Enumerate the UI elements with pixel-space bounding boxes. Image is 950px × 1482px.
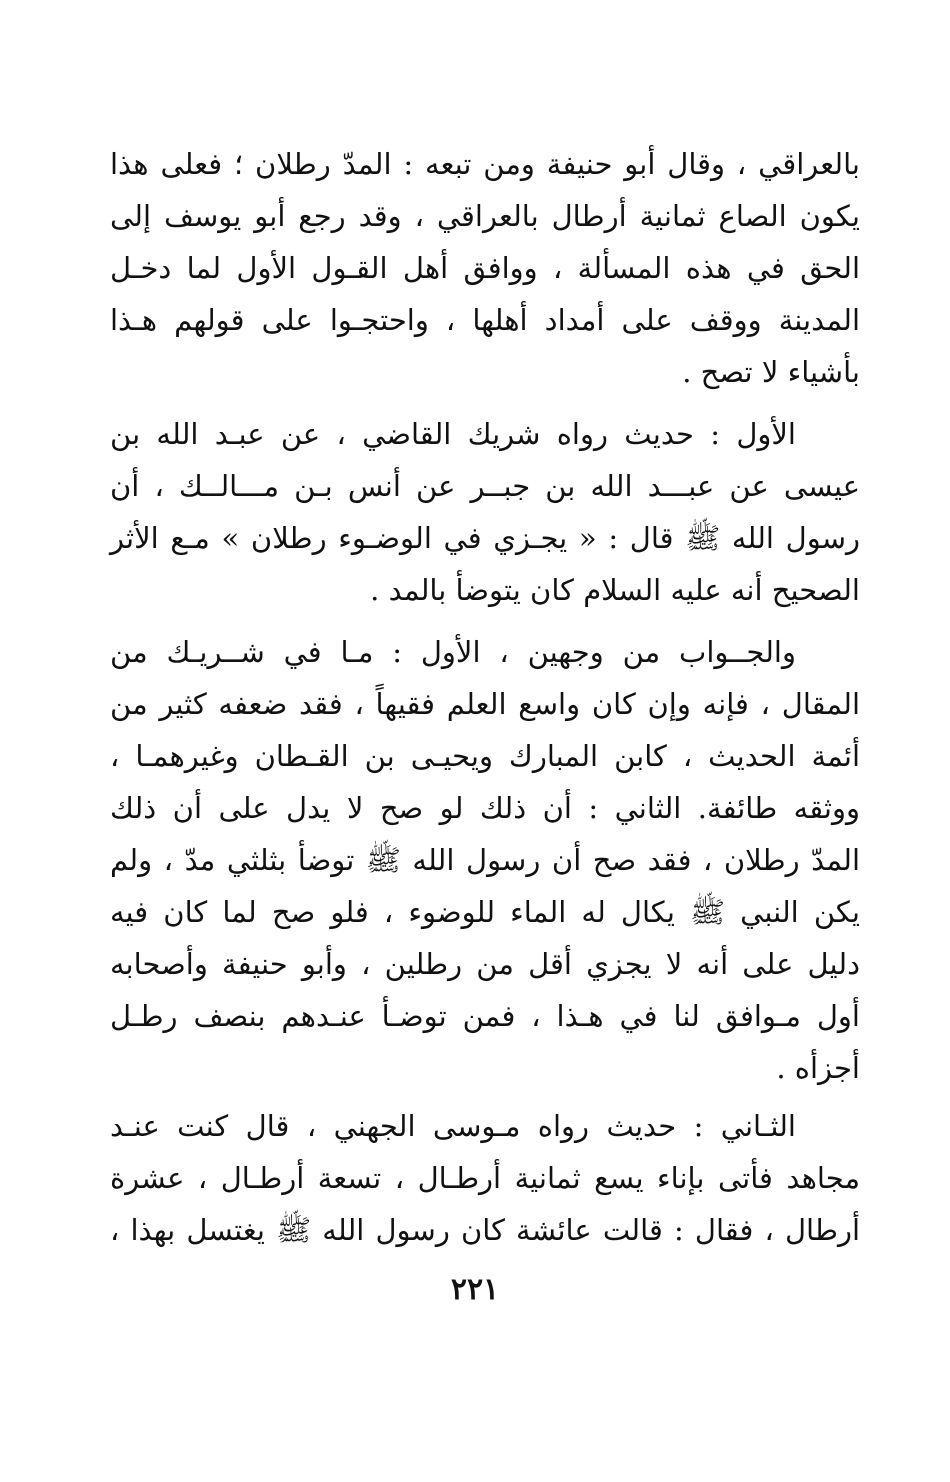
text-line: الحق في هذه المسألة ، ووافق أهل القـول الأول لما دخـل (110, 251, 860, 285)
paragraph-1 (110, 138, 860, 398)
text-line: الأول : حديث رواه شريك القاضي ، عن عبـد الله بن (110, 417, 796, 451)
text-line: المدّ رطلان ، فقد صح أن رسول الله ﷺ توضأ بثلثي مدّ ، ولم (110, 843, 860, 877)
text-line: الثـاني : حديث رواه مـوسى الجهني ، قال كنت عنـد (110, 1109, 796, 1143)
text-line: رسول الله ﷺ قال : « يجـزي في الوضـوء رطلان » مـع الأثر (110, 521, 860, 555)
text-line: أول مـوافق لنا في هـذا ، فمن توضـأ عنـدهم بنصف رطـل (110, 999, 860, 1033)
text-line: مجاهد فأتى بإناء يسع ثمانية أرطـال ، تسعة أرطـال ، عشرة (110, 1161, 860, 1195)
text-line: يكن النبي ﷺ يكال له الماء للوضوء ، فلو صح لما كان فيه (110, 895, 860, 929)
text-line: أئمة الحديث ، كابن المبارك ويحيـى بن القـطان وغيرهمـا ، (110, 739, 860, 773)
text-line: أرطال ، فقال : قالت عائشة كان رسول الله ﷺ يغتسل بهذا ، (110, 1213, 860, 1247)
text-line: أجزأه . (776, 1051, 860, 1085)
paragraph-2 (110, 408, 860, 616)
text-line: يكون الصاع ثمانية أرطال بالعراقي ، وقد رجع أبو يوسف إلى (110, 199, 860, 233)
text-line: بأشياء لا تصح . (682, 355, 860, 389)
text-line: بالعراقي ، وقال أبو حنيفة ومن تبعه : المدّ رطلان ؛ فعلى هذا (110, 147, 860, 181)
text-line: المقال ، فإنه وإن كان واسع العلم فقيهاً ، فقد ضعفه كثير من (110, 687, 860, 721)
paragraph-3 (110, 626, 860, 1094)
text-line: الصحيح أنه عليه السلام كان يتوضأ بالمد . (370, 573, 860, 607)
text-line: عيسى عن عبـــد الله بن جبــر عن أنس بـن مـــالــك ، أن (110, 469, 860, 503)
text-line: والجــواب من وجهين ، الأول : مـا في شــريـك من (110, 635, 796, 669)
text-line: دليل على أنه لا يجزي أقل من رطلين ، وأبو حنيفة وأصحابه (110, 947, 860, 981)
paragraph-4 (110, 1100, 860, 1256)
page-number: ٢٢١ (450, 1272, 500, 1307)
text-line: المدينة ووقف على أمداد أهلها ، واحتجـوا على قولهم هـذا (110, 303, 860, 337)
text-line: ووثقه طائفة. الثاني : أن ذلك لو صح لا يدل على أن ذلك (110, 791, 860, 825)
